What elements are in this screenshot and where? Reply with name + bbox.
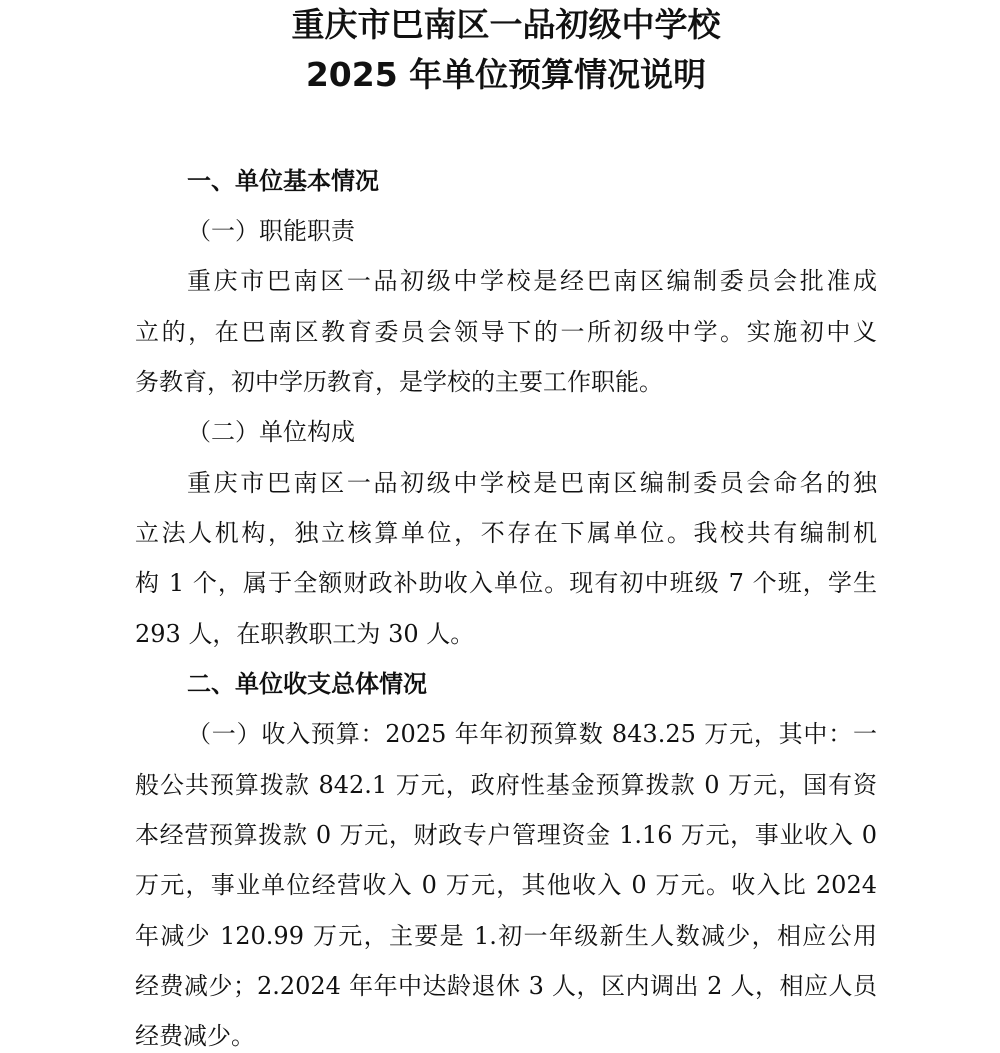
section-1-sub-2-heading: （二）单位构成 — [187, 418, 355, 446]
paragraph-line: 务教育，初中学历教育，是学校的主要工作职能。 — [135, 368, 663, 396]
paragraph-line: 重庆市巴南区一品初级中学校是经巴南区编制委员会批准成 — [187, 267, 877, 295]
section-2-heading: 二、单位收支总体情况 — [187, 670, 427, 698]
paragraph-line: 本经营预算拨款 0 万元，财政专户管理资金 1.16 万元，事业收入 0 — [135, 821, 877, 849]
section-1-sub-1-heading: （一）职能职责 — [187, 217, 355, 245]
paragraph-line: 构 1 个，属于全额财政补助收入单位。现有初中班级 7 个班，学生 — [135, 569, 877, 597]
paragraph-line: 年减少 120.99 万元，主要是 1.初一年级新生人数减少，相应公用 — [135, 922, 877, 950]
paragraph-line: 重庆市巴南区一品初级中学校是巴南区编制委员会命名的独 — [187, 469, 877, 497]
paragraph-line: 立的，在巴南区教育委员会领导下的一所初级中学。实施初中义 — [135, 318, 877, 346]
paragraph-line: （一）收入预算：2025 年年初预算数 843.25 万元，其中：一 — [187, 720, 877, 748]
paragraph-line: 立法人机构，独立核算单位，不存在下属单位。我校共有编制机 — [135, 519, 877, 547]
section-1-heading: 一、单位基本情况 — [187, 167, 379, 195]
paragraph-line: 般公共预算拨款 842.1 万元，政府性基金预算拨款 0 万元，国有资 — [135, 771, 877, 799]
document-title-line-2: 2025 年单位预算情况说明 — [305, 55, 707, 94]
paragraph-line: 经费减少；2.2024 年年中达龄退休 3 人，区内调出 2 人，相应人员 — [135, 972, 877, 1000]
paragraph-line: 经费减少。 — [135, 1022, 255, 1050]
document-title-line-1: 重庆市巴南区一品初级中学校 — [291, 5, 721, 44]
paragraph-line: 293 人，在职教职工为 30 人。 — [135, 620, 475, 648]
paragraph-line: 万元，事业单位经营收入 0 万元，其他收入 0 万元。收入比 2024 — [135, 871, 877, 899]
